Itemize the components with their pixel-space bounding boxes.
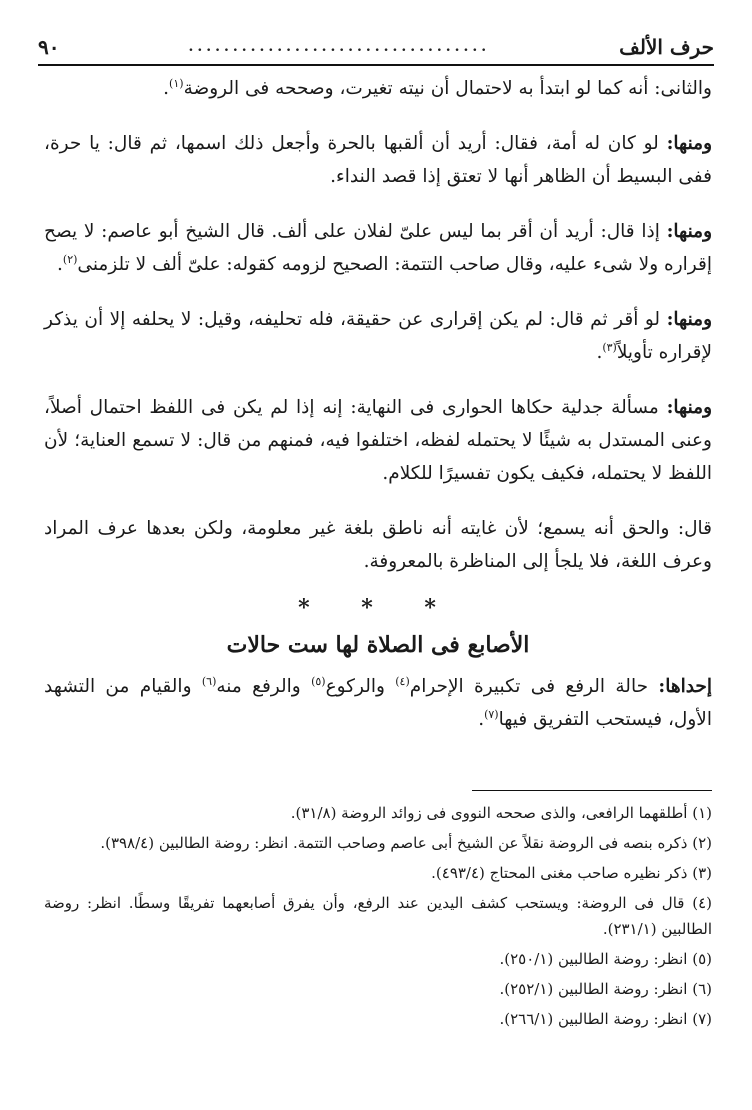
footnote-rule: [472, 790, 712, 791]
paragraph: ومنها: لو أقر ثم قال: لم يكن إقرارى عن حقيقة، فله تحليفه، وقيل: لا يحلفه إلا أن يذكر لإقراره تأويلاً$^{(٣)}$.: [44, 309, 712, 363]
chapter-title: حرف الألف: [619, 35, 714, 59]
section-separator: * * *: [298, 595, 458, 621]
paragraph: ومنها: إذا قال: أريد أن أقر بما ليس علىّ لفلان على ألف. قال الشيخ أبو عاصم: لا يصح إقراره ولا شىء عليه، وقال صاحب التتمة: الصحيح لزومه كقوله: علىّ ألف لا تلزمنى$^{(٢)}$.: [44, 221, 712, 275]
section-title: الأصابع فى الصلاة لها ست حالات: [226, 632, 530, 658]
footnote: (٧) انظر: روضة الطالبين (٢٦٦/١).: [499, 1010, 712, 1028]
footnote: (٦) انظر: روضة الطالبين (٢٥٢/١).: [499, 980, 712, 998]
footnote-ref: (٦): [201, 674, 217, 688]
paragraph: ومنها: لو كان له أمة، فقال: أريد أن ألقبها بالحرة وأجعل ذلك اسمها، ثم قال: يا حرة، ففى البسيط أن الظاهر أنها لا تعتق إذا قصد النداء.: [44, 133, 712, 187]
paragraph-lead: إحداها:: [658, 676, 713, 697]
header-rule: [38, 64, 714, 66]
paragraph-lead: ومنها:: [666, 221, 712, 242]
footnote-ref: (١): [169, 76, 184, 90]
page-number: ٩٠: [38, 35, 60, 59]
footnote-ref: (٢): [62, 252, 78, 266]
main-text: [44, 72, 712, 758]
paragraph: والثانى: أنه كما لو ابتدأ به لاحتمال أن نيته تغيرت، وصححه فى الروضة$^{(١)}$.: [163, 76, 712, 99]
header-dot-leader: ..................................: [188, 39, 491, 55]
footnote: (٣) ذكر نظيره صاحب مغنى المحتاج (٤٩٣/٤).: [431, 864, 712, 882]
paragraph-lead: ومنها:: [666, 309, 712, 330]
footnote-ref: (٤): [395, 674, 410, 688]
footnote: (٥) انظر: روضة الطالبين (٢٥٠/١).: [499, 950, 712, 968]
paragraph-lead: ومنها:: [666, 397, 712, 418]
footnotes: [44, 800, 712, 1036]
footnote: (٤) قال فى الروضة: ويستحب كشف اليدين عند الرفع، وأن يفرق أصابعهما تفريقًا وسطًا. انظر: روضة الطالبين (٢٣١/١).: [44, 894, 712, 938]
paragraph-lead: ومنها:: [666, 133, 712, 154]
paragraph: قال: والحق أنه يسمع؛ لأن غايته أنه ناطق بلغة غير معلومة، ولكن بعدها عرف المراد وعرف اللغة، فلا يلجأ إلى المناظرة بالمعروفة.: [44, 518, 712, 572]
paragraph: ومنها: مسألة جدلية حكاها الحوارى فى النهاية: إنه إذا لم يكن فى اللفظ احتمال أصلاً، وعنى المستدل به شيئًا لا يحتمله لفظه، اختلفوا فيه، فمنهم من قال: لا تسمع العناية؛ لأن اللفظ لا يحتمله، فكيف يكون تفسيرًا للكلام.: [44, 397, 712, 484]
footnote-ref: (٧): [484, 707, 499, 721]
footnote-ref: (٣): [602, 340, 617, 354]
footnote: (١) أطلقهما الرافعى، والذى صححه النووى فى زوائد الروضة (٣١/٨).: [290, 804, 712, 822]
footnote-ref: (٥): [311, 674, 326, 688]
paragraph: إحداها: حالة الرفع فى تكبيرة الإحرام$^{(٤)}$ والركوع$^{(٥)}$ والرفع منه$^{(٦)}$ والقيام من التشهد الأول، فيستحب التفريق فيها$^{(٧)}$.: [44, 674, 713, 730]
footnote: (٢) ذكره بنصه فى الروضة نقلاً عن الشيخ أبى عاصم وصاحب التتمة. انظر: روضة الطالبين (٣٩٨/٤).: [100, 834, 712, 852]
page-header: [38, 30, 714, 64]
